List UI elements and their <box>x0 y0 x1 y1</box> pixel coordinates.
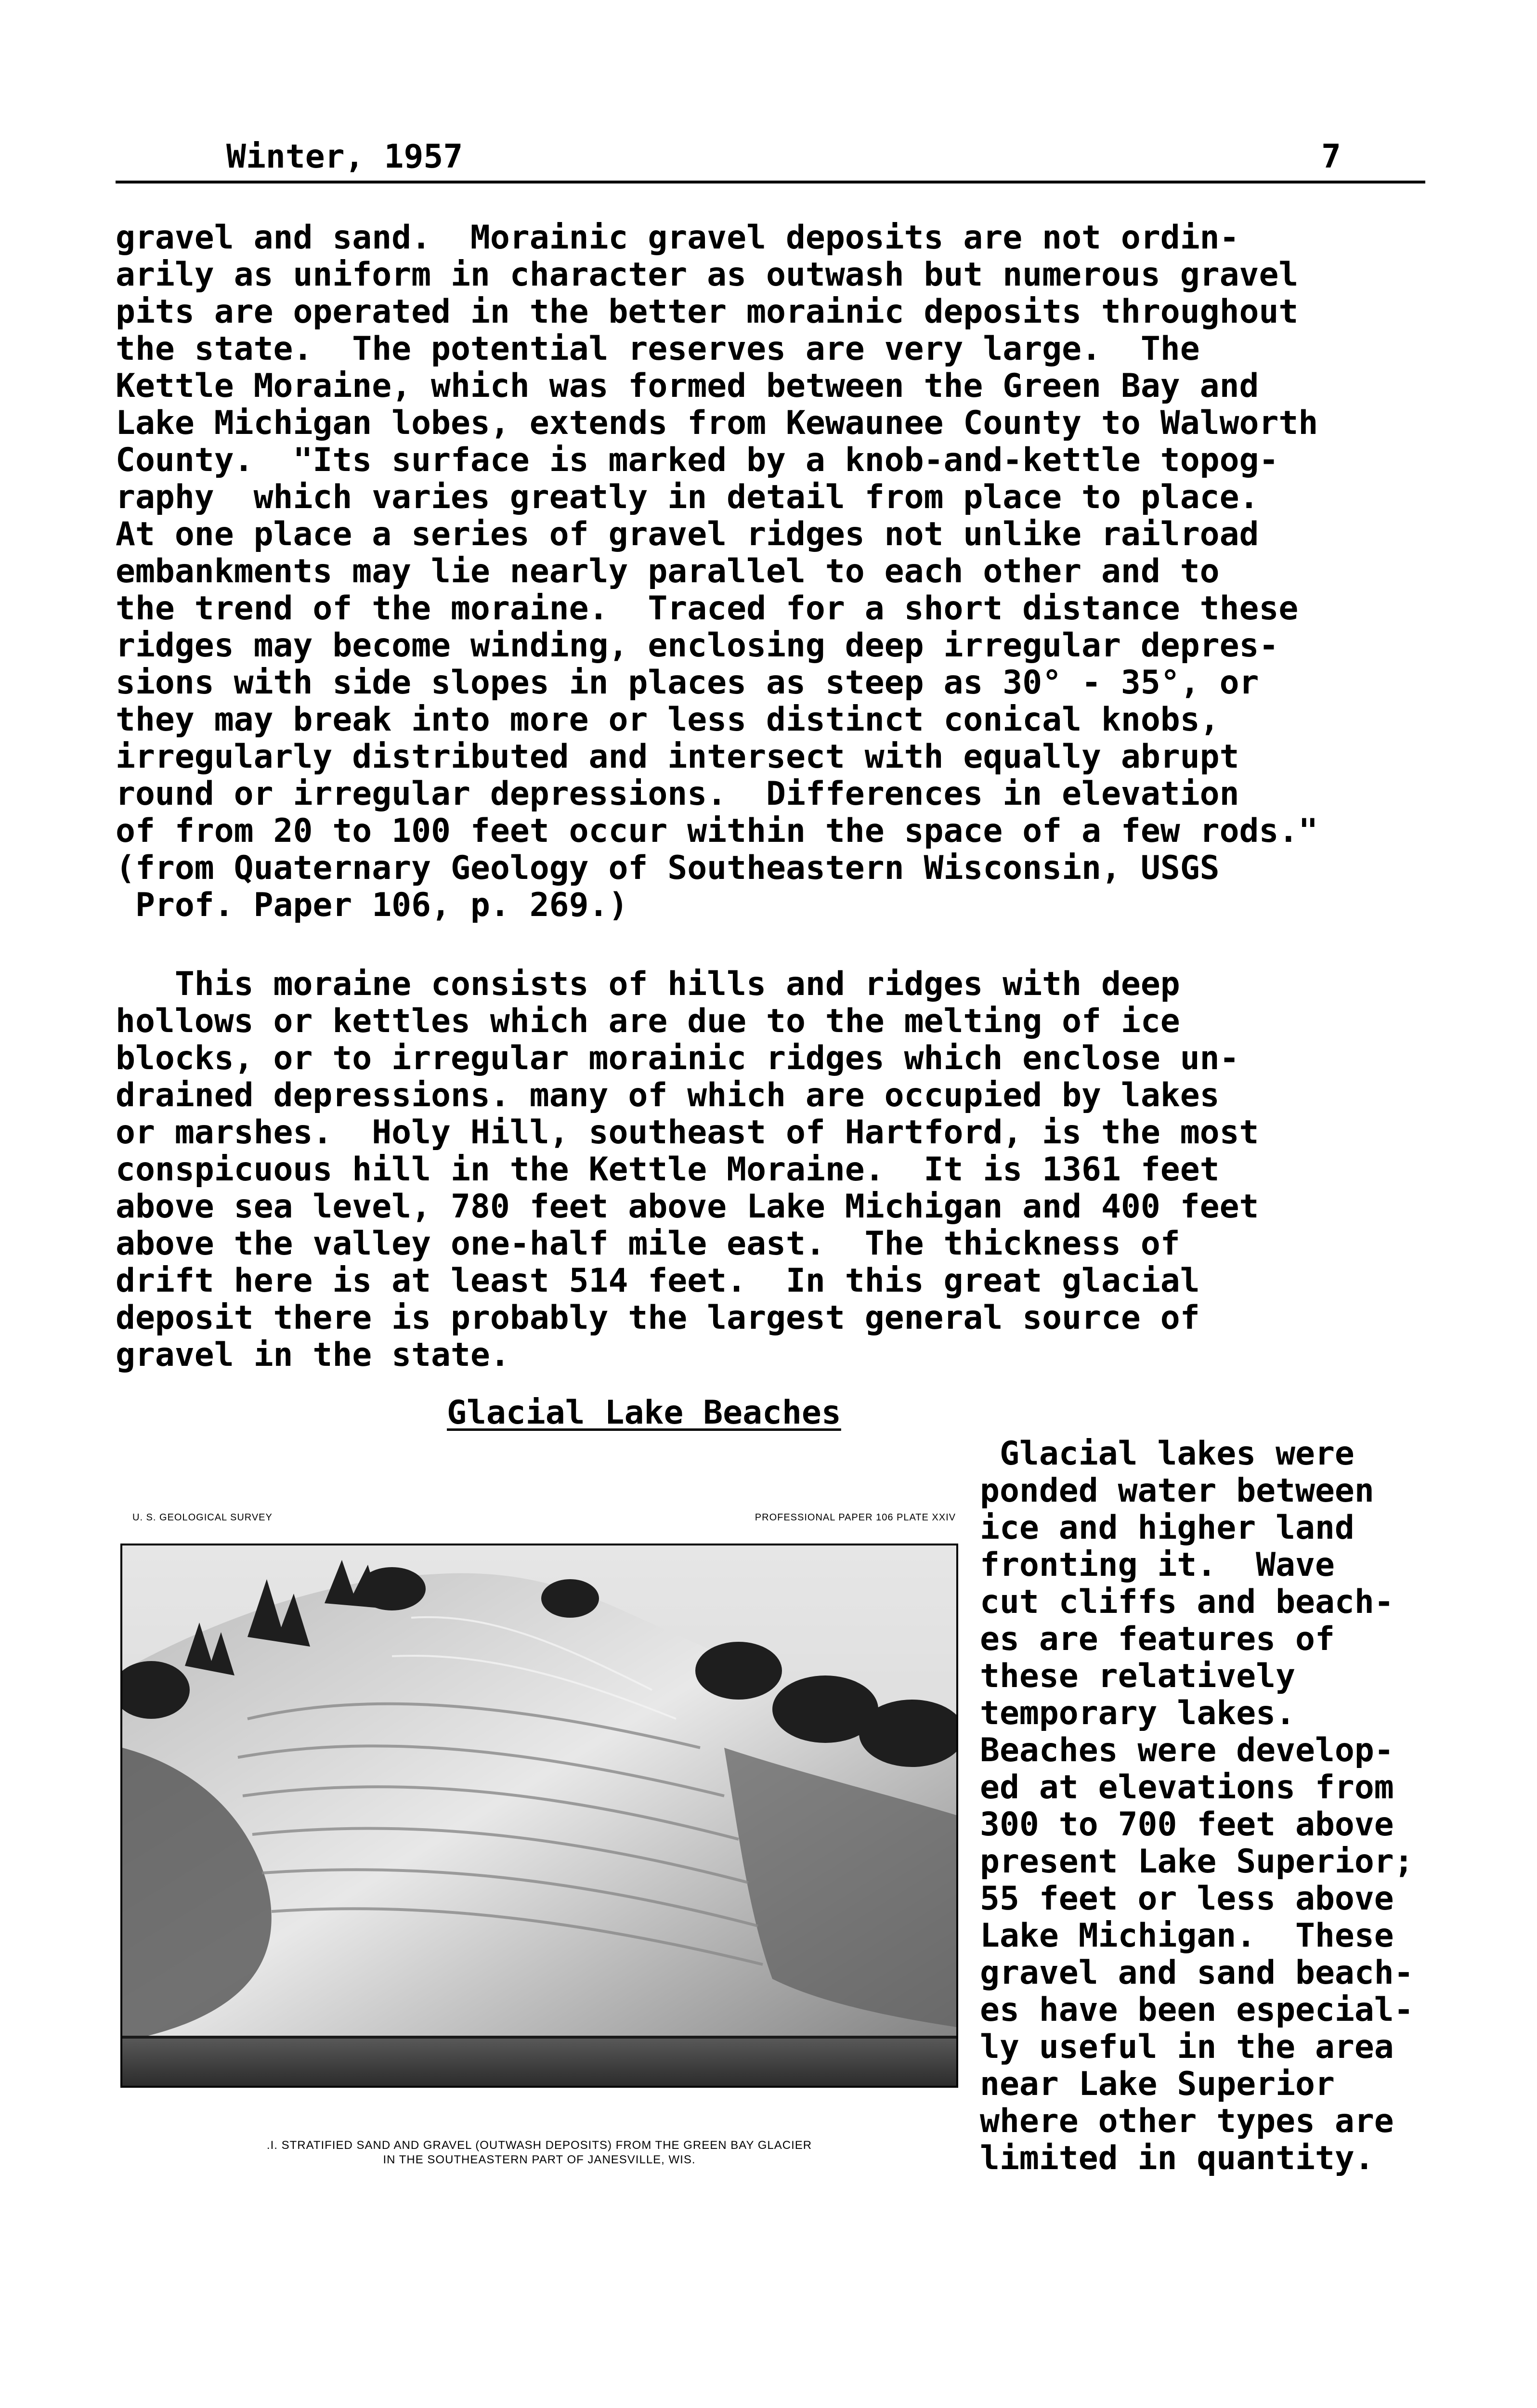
section-heading-text: Glacial Lake Beaches <box>447 1394 841 1432</box>
body-paragraph-2: This moraine consists of hills and ridges with deep hollows or kettles which are due to the melting of ice blocks, or to irregular morainic ridges which enclose un- drained depressions. many of which are occupied by lakes or marshes. Holy Hill, southeast of Hartford, is the most conspicuous hill in the Kettle Moraine. It is 1361 feet above sea level, 780 feet above Lake Michigan and 400 feet above the valley one-half mile east. The thickness of drift here is at least 514 feet. In this great glacial deposit there is probably the largest general source of gravel in the state. <box>116 965 1259 1374</box>
plate-caption <box>113 2138 965 2167</box>
page-number: 7 <box>1321 138 1341 176</box>
page-header <box>116 137 1425 183</box>
plate-caption-line-2: IN THE SOUTHEASTERN PART OF JANESVILLE, WIS. <box>383 2153 696 2166</box>
section-heading <box>447 1394 841 1431</box>
photo-plate <box>113 1512 965 2177</box>
outwash-deposit-photo <box>120 1544 958 2088</box>
plate-organization: U. S. GEOLOGICAL SURVEY <box>132 1512 273 1523</box>
sidebar-paragraph: Glacial lakes were ponded water between ice and higher land fronting it. Wave cut cliffs and beach- es are features of these relatively temporary lakes. Beaches were develop- ed at elevations from 300 to 700 feet above present Lake Superior; 55 feet or less above Lake Michigan. These gravel and sand beach- es have been especial- ly useful in the area near Lake Superior where other types are limited in quantity. <box>980 1435 1414 2177</box>
body-paragraph-1: gravel and sand. Morainic gravel deposits are not ordin- arily as uniform in character as outwash but numerous gravel pits are operated in the better morainic deposits throughout the state. The potential reserves are very large. The Kettle Moraine, which was formed between the Green Bay and Lake Michigan lobes, extends from Kewaunee County to Walworth County. "Its surface is marked by a knob-and-kettle topog- raphy which varies greatly in detail from place to place. At one place a series of gravel ridges not unlike railroad embankments may lie nearly parallel to each other and to the trend of the moraine. Traced for a short distance these ridges may become winding, enclosing deep irregular depres- sions with side slopes in places as steep as 30° - 35°, or they may break into more or less distinct conical knobs, irregularly distributed and intersect with equally abrupt round or irregular depressions. Differences in elevation of from 20 to 100 feet occur within the space of a few rods." (from Quaternary Geology of Southeastern Wisconsin, USGS Prof. Paper 106, p. 269.) <box>116 219 1318 924</box>
photo-illustration <box>122 1545 956 2086</box>
plate-reference: PROFESSIONAL PAPER 106 PLATE XXIV <box>755 1512 956 1523</box>
plate-caption-line-1: .I. STRATIFIED SAND AND GRAVEL (OUTWASH DEPOSITS) FROM THE GREEN BAY GLACIER <box>266 2139 812 2152</box>
issue-date: Winter, 1957 <box>226 138 463 176</box>
